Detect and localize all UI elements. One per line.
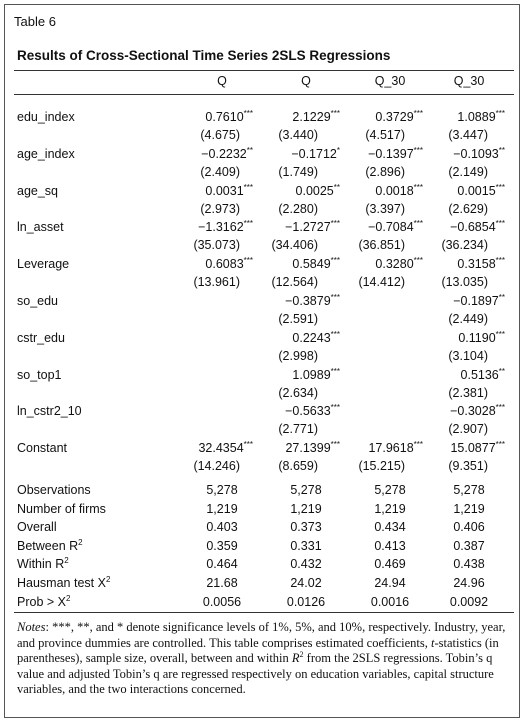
t-statistic-cell: (3.104) [448,348,488,363]
coefficient-value: 32.4354 [198,441,244,456]
coefficient-value: −0.1093 [453,146,499,161]
row-label: so_top1 [17,367,62,382]
significance-stars: *** [495,256,505,266]
coefficient-value: 0.3158 [457,257,496,272]
coefficient-cell [415,330,505,346]
significance-stars: *** [413,440,423,450]
coefficient-cell [250,146,340,162]
coefficient-cell [163,146,253,162]
coefficient-cell [250,256,340,272]
coefficient-value: 0.3729 [375,110,414,124]
stat-value: 1,219 [206,501,238,516]
notes-part-3: from the 2SLS regressions. Tobin’s q value and adjusted Tobin’s q are regressed respectively on education variables, capital structure variables, and the two interactions concerned. [17,651,494,696]
stat-value: 21.68 [206,576,238,590]
coefficient-value: 15.0877 [450,441,496,456]
t-statistic-cell: (14.412) [358,275,405,290]
t-statistic-cell: (36.851) [358,238,405,253]
coefficient-value: −0.6854 [450,220,496,235]
coefficient-value: −1.3162 [198,220,244,235]
coefficient-cell [415,293,505,309]
coefficient-value: 0.5136 [460,367,499,382]
stat-label-superscript: 2 [78,537,83,547]
stat-value: 24.94 [374,576,406,590]
coefficient-cell [330,219,423,235]
significance-stars: *** [243,440,253,450]
coefficient-value: 27.1399 [285,441,331,456]
coefficient-value: 1.0989 [292,367,331,382]
coefficient-cell [415,146,505,162]
coefficient-cell [415,403,505,419]
significance-stars: ** [333,182,340,192]
coefficient-value: 0.0015 [457,183,496,198]
significance-stars: *** [330,329,340,339]
t-statistic-cell: (2.629) [448,201,488,216]
t-statistic-cell: (3.447) [448,128,488,142]
row-label: age_sq [17,183,59,198]
t-statistic-cell: (2.634) [278,385,318,400]
significance-stars: *** [330,108,340,118]
significance-stars: *** [330,440,340,450]
coefficient-cell [250,330,340,346]
t-statistic-cell: (15.215) [358,459,405,474]
coefficient-value: −0.1397 [368,146,414,161]
coefficient-cell [333,146,423,162]
coefficient-cell [333,183,423,199]
coefficient-value: 0.3280 [375,257,414,272]
t-statistic-cell: (2.771) [278,422,318,437]
stat-label-superscript: 2 [105,574,111,584]
t-statistic-cell: (2.280) [278,201,318,216]
row-label: edu_index [17,110,75,124]
coefficient-value: 0.1190 [458,330,496,345]
stat-value: 0.469 [374,557,406,572]
stat-label-text: Prob > X [17,594,66,609]
stat-value: 0.464 [206,557,238,572]
coefficient-value: −0.2232 [201,146,247,161]
stat-value: 24.02 [290,576,322,590]
stat-row-label [17,538,83,554]
t-statistic-cell: (36.234) [441,238,488,253]
stat-label-text: Overall [17,520,57,535]
stat-value: 0.359 [206,538,238,553]
stat-value: 0.0126 [286,594,326,609]
row-label: cstr_edu [17,330,65,345]
stat-label-text: Observations [17,483,91,497]
stat-value: 0.438 [453,557,485,572]
coefficient-value: 0.6083 [205,257,244,272]
notes-part-2: -statistics (in parentheses), sample size, overall, between and within [17,635,499,665]
coefficient-cell [250,293,340,309]
significance-stars: *** [330,292,340,302]
stat-value: 1,219 [290,501,322,516]
table-title: Results of Cross-Sectional Time Series 2SLS Regressions [17,48,391,63]
significance-stars: *** [243,108,253,118]
coefficient-cell [330,440,423,456]
significance-stars: *** [495,440,505,450]
significance-stars: *** [495,329,505,339]
significance-stars: ** [498,366,505,376]
t-statistic-cell: (35.073) [193,238,240,253]
row-label: Leverage [17,257,70,272]
stat-value: 0.373 [290,520,322,535]
coefficient-value: 17.9618 [368,441,414,456]
coefficient-cell [163,183,253,199]
stat-value: 0.432 [290,557,322,572]
coefficient-cell [415,440,505,456]
stat-row-label [17,594,70,610]
coefficient-cell [330,256,423,272]
coefficient-value: 1.0889 [457,110,496,124]
coefficient-value: −0.1897 [453,294,499,308]
coefficient-value: −0.1712 [291,146,337,161]
t-statistic-cell: (2.896) [365,164,405,179]
stat-row-label [17,519,57,535]
significance-stars: *** [413,219,423,229]
stat-value: 0.0092 [449,594,489,609]
significance-stars: *** [413,108,423,118]
coefficient-cell [250,403,340,419]
stat-value: 5,278 [206,483,238,497]
coefficient-cell [250,367,340,383]
t-statistic-cell: (14.246) [193,459,240,474]
significance-stars: *** [243,219,253,229]
coefficient-cell [415,256,505,272]
coefficient-cell [330,108,423,125]
t-statistic-cell: (4.517) [365,128,405,142]
stat-value: 5,278 [290,483,322,497]
top-rule [14,70,514,71]
significance-stars: *** [330,403,340,413]
t-statistic-cell: (9.351) [448,459,488,474]
coefficient-value: 2.1229 [292,110,331,124]
coefficient-cell [250,109,340,125]
coefficient-value: 0.0018 [375,183,414,198]
stat-value: 24.96 [453,576,485,590]
coefficient-value: 0.2243 [292,330,331,345]
stat-label-text: Between R [17,538,79,553]
stat-row-label [17,575,110,591]
coefficient-cell [250,183,340,199]
t-statistic-cell: (3.397) [365,201,405,216]
coefficient-value: −0.3879 [285,294,331,308]
coefficient-cell [163,256,253,272]
coefficient-value: −0.7084 [368,220,414,235]
column-header: Q_30 [453,74,485,88]
significance-stars: *** [330,366,340,376]
coefficient-cell [415,109,505,125]
stat-label-text: Number of firms [17,501,106,516]
row-label: age_index [17,146,75,161]
significance-stars: ** [246,145,253,155]
stat-label-superscript: 2 [66,593,71,603]
t-statistic-cell: (2.409) [200,164,240,179]
stat-label-text: Hausman test X [17,576,106,590]
t-statistic-cell: (13.035) [441,275,488,290]
t-statistic-cell: (34.406) [271,238,318,253]
column-header: Q [217,74,227,88]
stat-value: 0.434 [374,520,406,535]
stat-value: 0.0016 [370,594,410,609]
coefficient-value: 0.0031 [205,183,244,198]
significance-stars: * [336,145,340,155]
column-header: Q [301,74,311,88]
coefficient-cell [415,183,505,199]
row-label: Constant [17,441,68,456]
coefficient-cell [415,367,505,383]
row-label: ln_cstr2_10 [17,404,82,419]
coefficient-cell [163,219,253,235]
significance-stars: *** [495,108,505,118]
significance-stars: *** [495,219,505,229]
header-rule [14,94,514,95]
row-label: ln_asset [17,220,64,235]
coefficient-value: −1.2727 [285,220,331,235]
stat-row-label [17,556,69,572]
notes-r: R [291,651,300,665]
coefficient-cell [415,219,505,235]
coefficient-value: 0.5849 [292,257,331,272]
coefficient-value: −0.5633 [285,404,331,419]
stat-row-label [17,501,106,517]
significance-stars: *** [330,256,340,266]
t-statistic-cell: (13.961) [193,275,240,290]
significance-stars: ** [498,292,505,302]
stat-label-superscript: 2 [64,556,69,566]
t-statistic-cell: (12.564) [271,275,318,290]
significance-stars: ** [498,145,505,155]
t-statistic-cell: (1.749) [278,164,318,179]
row-label: so_edu [17,294,59,308]
stat-value: 1,219 [453,501,485,516]
table-label: Table 6 [14,14,56,29]
stat-value: 0.331 [290,538,322,553]
t-statistic-cell: (3.440) [278,128,318,142]
stat-value: 0.387 [453,538,485,553]
stat-value: 5,278 [374,483,406,497]
significance-stars: *** [330,219,340,229]
stat-value: 1,219 [374,501,406,516]
t-statistic-cell: (2.907) [448,422,488,437]
significance-stars: *** [243,182,253,192]
table-notes [17,620,513,698]
coefficient-cell [250,219,340,235]
coefficient-cell [163,109,253,125]
coefficient-cell [250,440,340,456]
significance-stars: *** [243,256,253,266]
stat-value: 5,278 [453,483,485,497]
t-statistic-cell: (2.998) [278,348,318,363]
stat-label-text: Within R [17,557,65,572]
column-header: Q_30 [374,74,406,88]
coefficient-value: −0.3028 [450,404,496,419]
coefficient-value: 0.7610 [205,110,244,124]
significance-stars: *** [413,182,423,192]
significance-stars: *** [495,403,505,413]
notes-lead: Notes [17,620,46,634]
t-statistic-cell: (2.591) [278,312,318,326]
stat-value: 0.403 [206,520,238,535]
t-statistic-cell: (2.381) [448,385,488,400]
t-statistic-cell: (8.659) [278,459,318,474]
t-statistic-cell: (2.449) [448,312,488,326]
stat-value: 0.0056 [202,594,242,609]
notes-t-italic: t [431,635,435,650]
t-statistic-cell: (4.675) [200,128,240,142]
stat-value: 0.406 [453,520,485,535]
notes-part-1: : ***, **, and * denote significance levels of 1%, 5%, and 10%, respectively. Industry, year, and province dummies are controlled. This table comprises estimated coefficients, [17,620,506,650]
significance-stars: *** [413,256,423,266]
notes-r-sup: 2 [299,649,304,659]
bottom-rule [14,612,514,613]
coefficient-value: 0.0025 [295,183,334,198]
stat-row-label [17,482,91,498]
stat-value: 0.413 [374,538,406,553]
significance-stars: *** [413,145,423,155]
significance-stars: *** [495,182,505,192]
t-statistic-cell: (2.973) [200,201,240,216]
coefficient-cell [163,440,253,456]
t-statistic-cell: (2.149) [448,164,488,179]
